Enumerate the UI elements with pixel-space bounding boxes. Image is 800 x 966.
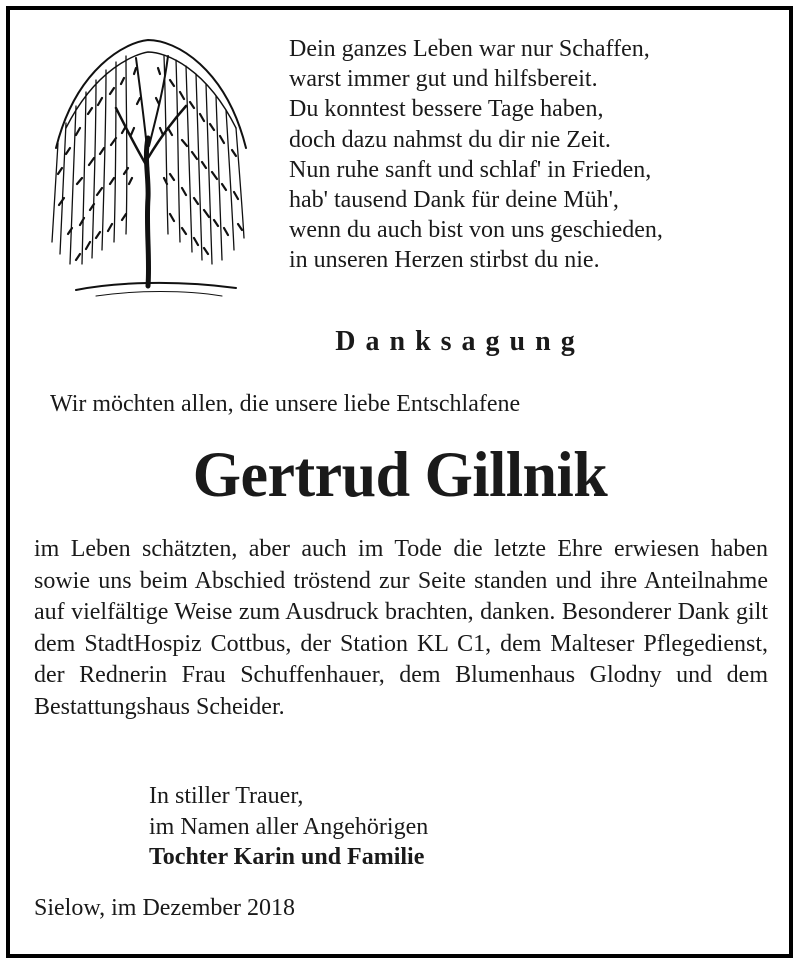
poem-line: in unseren Herzen stirbst du nie.	[289, 247, 600, 274]
weeping-willow-icon	[36, 28, 256, 300]
poem-line: warst immer gut und hilfsbereit.	[289, 66, 598, 93]
place-date: Sielow, im Dezember 2018	[34, 895, 296, 921]
signoff-line: im Namen aller Angehörigen	[149, 813, 429, 840]
deceased-name: Gertrud Gillnik	[192, 439, 608, 511]
signoff	[149, 781, 428, 873]
poem-line: Nun ruhe sanft und schlaf' in Frieden,	[289, 156, 652, 183]
poem-line: Du konntest bessere Tage haben,	[289, 96, 604, 123]
poem-line: doch dazu nahmst du dir nie Zeit.	[289, 126, 611, 153]
signoff-line: In stiller Trauer,	[149, 783, 304, 809]
poem-line: hab' tausend Dank für deine Müh',	[289, 187, 619, 214]
poem-line: wenn du auch bist von uns geschieden,	[289, 217, 663, 244]
thanks-heading: Danksagung	[335, 326, 585, 357]
thanks-body: im Leben schätzten, aber auch im Tode die letzte Ehre erwiesen haben sowie uns beim Abschied tröstend zur Seite standen und ihre Anteilnahme auf vielfältige Weise zum Ausdruck brachten, danken. Besonderer Dank gilt dem StadtHospiz Cottbus, der Station KL C1, dem Malteser Pflegedienst, der Rednerin Frau Schuffenhauer, dem Blumenhaus Glodny und dem Bestattungshaus Scheider.	[34, 536, 768, 720]
family-signature: Tochter Karin und Familie	[149, 844, 425, 870]
memorial-poem	[289, 34, 663, 276]
poem-line: Dein ganzes Leben war nur Schaffen,	[289, 36, 650, 62]
intro-line: Wir möchten allen, die unsere liebe Entschlafene	[50, 391, 521, 417]
